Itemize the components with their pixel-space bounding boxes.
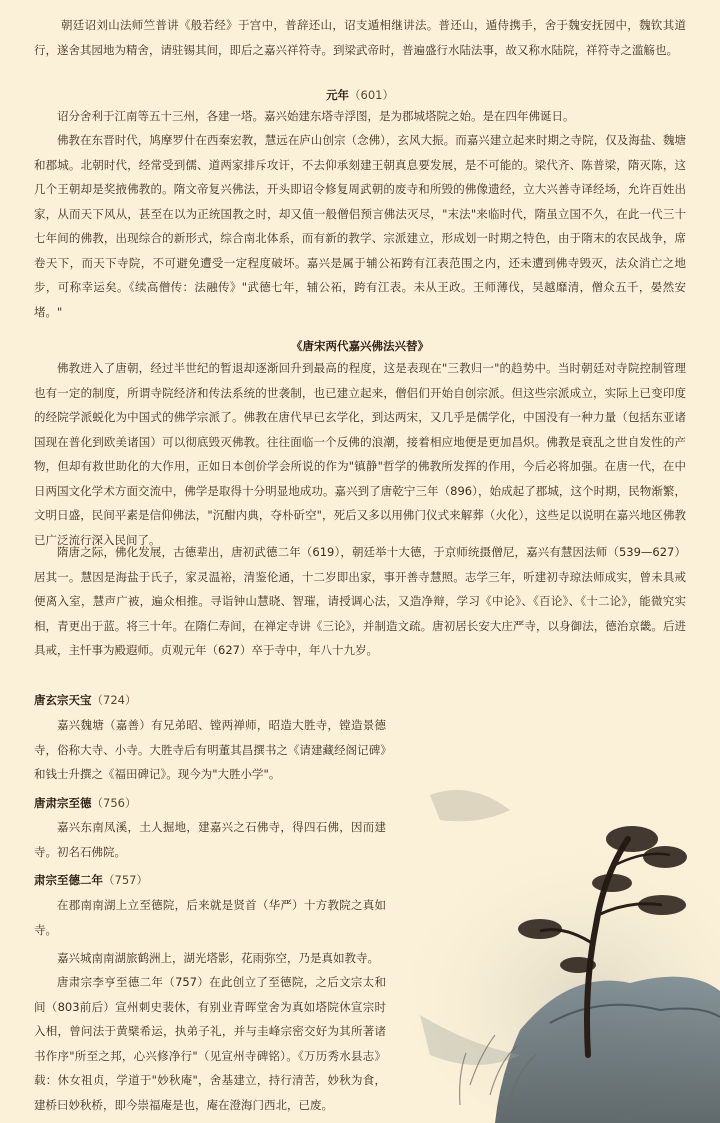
paragraph-huiyin-master: 隋唐之际，佛化发展，古德辈出，唐初武德二年（619），朝廷举十大德，于京师统摄僧尼，嘉兴有慧因法师（539—627）居其一。慧因是海盐于氏子，家灵温裕，清鉴伦通，十二岁即出家，事开善寺慧照。志学三年，听建初寺琼法师成实，曾未具戒便离入室，慧声广被，遍众相推。寻诣钟山慧晓、智璀，请授调心法，又造净辩，学习《中论》、《百论》、《十二论》，能微究实相，青更出于蓝。将三十年。在隋仁寿间，在禅定寺讲《三论》，并制造文疏。唐初居长安大庄严寺，以身御法，德治京畿。后进具戒，主忏事为殿遐师。贞观元年（627）卒于寺中，年八十九岁。 <box>34 545 686 657</box>
subheading-year: （757） <box>103 873 148 887</box>
paragraph-sui-buddhism: 佛教在东晋时代，鸠摩罗什在西秦宏教，慧远在庐山创宗（念佛），玄风大振。而嘉兴建立起来时期之寺院，仅及海盐、魏塘和郡城。北朝时代，经常受到儒、道两家排斥攻讦，不去仰承刻建王朝真息要发展，是不可能的。梁代齐、陈普梁，隋灭陈，这几个王朝却是奖掖佛教的。隋文帝复兴佛法，开头即诏令修复周武朝的废寺和所毁的佛像遗经，立大兴善寺译经场，允许百姓出家，从而天下风从，甚至在以为正统国教之时，却又值一般僧侣预言佛法灭尽，"末法"来临时代，隋虽立国不久，在此一代三十七年间的佛教，出现综合的新形式，综合南北体系，而有新的教学、宗派建立，形成划一时期之特色，由于隋末的农民战争，席卷天下，而天下寺院，不可避免遭受一定程度破坏。嘉兴是属于辅公祏跨有江表范围之内，还未遭到佛寺毁灭，法众消亡之地步，可称幸运矣。《续高僧传：法融传》"武德七年，辅公祏，跨有江表。未从王政。王师薄伐，吴越靡清，僧众五千，晏然安堵。" <box>34 133 686 319</box>
paragraph-tang-buddhism: 佛教进入了唐朝，经过半世纪的暂退却逐渐回升到最高的程度，这是表现在"三教归一"的趋势中。当时朝廷对寺院控制管理也有一定的制度，所谓寺院经济和传法系统的世袭制，也已建立起来，僧侣们开始自创宗派。但这些宗派成立，实际上已变印度的经院学派蜕化为中国式的佛学宗派了。佛教在唐代早已玄学化，到达两宋，又几乎是儒学化，中国没有一种力量（包括东亚诸国现在普化到欧美诸国）可以彻底毁灭佛教。往往面临一个反佛的浪潮，接着相应地便是更加昌炽。佛教是衰乱之世自发性的产物，但却有救世助化的大作用，正如日本创价学会所说的作为"镇静"哲学的佛教所发挥的作用，今后必将加强。在唐一代，在中日两国文化学术方面交流中，佛学是取得十分明显地成功。嘉兴到了唐乾宁三年（896），始成起了郡城，这个时期，民物渐繁，文明日盛，民间平素是信仰佛法，"沉酣内典，夺朴斫空"，死后又多以用佛门仪式来解葬（火化），这些足以说明在嘉兴地区佛教已广泛流行深入民间了。 <box>34 361 686 547</box>
year-heading-title: 元年 <box>326 88 350 102</box>
intro-paragraph: 朝廷诏刘山法师竺普讲《般若经》于宫中，普辞还山，诏支遁相继讲法。普还山，遁侍携手，舍于魏安抚园中，魏钦其道行，遂舍其园地为精舍，请驻锡其间，即后之嘉兴祥符寺。到梁武帝时，普遍盛行水陆法事，故又称水陆院，祥符寺之滥觞也。 <box>34 18 686 57</box>
subheading-year: （756） <box>91 796 137 810</box>
paragraph-zhide-yuan: 在郡南南湖上立至德院，后来就是贤首（华严）十方教院之真如寺。 <box>34 898 386 937</box>
subheading-zhide <box>34 791 386 816</box>
year-heading-year: （601） <box>349 88 394 102</box>
section-title: 《唐宋两代嘉兴佛法兴替》 <box>291 339 429 353</box>
paragraph-stone-buddha: 嘉兴东南凤溪，土人掘地，建嘉兴之石佛寺，得四石佛，因而建寺。初名石佛院。 <box>34 820 386 859</box>
paragraph-zhenru-temple: 嘉兴城南南湖旅鹤洲上，湖光塔影，花雨弥空，乃是真如教寺。 <box>57 951 379 965</box>
paragraph-relic-pagoda: 诏分舍利于江南等五十三州，各建一塔。嘉兴始建东塔寺浮图，是为郡城塔院之始。是在四年佛诞日。 <box>57 109 575 123</box>
subheading-title: 唐玄宗天宝 <box>34 693 92 707</box>
year-heading-601 <box>0 85 720 105</box>
subheading-title: 肃宗至德二年 <box>34 873 103 887</box>
ink-landscape-painting <box>400 755 720 1123</box>
paragraph-pei-xiu: 唐肃宗李亨至德二年（757）在此创立了至德院，之后文宗太和间（803前后）宣州刺史裴休，有别业青晖堂舍为真如塔院休宣宗时入相，曾问法于黄檗希运，执弟子礼，并与圭峰宗密交好为其所著诸书作序"所至之邦，心兴修净行"（见宣州寺碑铭）。《万历秀水县志》载：休女祖贞，学道于"妙秋庵"，舍基建立，持行清苦，妙秋为食，建桥曰妙秋桥，即今崇福庵是也，庵在澄海门西北，已废。 <box>34 975 386 1112</box>
subheading-year: （724） <box>91 693 137 707</box>
distant-cliff <box>430 790 510 821</box>
subheading-tianbao <box>34 688 386 713</box>
subheading-zhide-two <box>34 868 386 893</box>
subheading-title: 唐肃宗至德 <box>34 796 92 810</box>
paragraph-dasheng-temple: 嘉兴魏塘（嘉善）有兄弟昭、镗两禅师，昭造大胜寺，镗造景德寺，俗称大寺、小寺。大胜寺后有明董其昌撰书之《请建藏经阁记碑》和钱士升撰之《福田碑记》。现今为"大胜小学"。 <box>34 718 386 781</box>
